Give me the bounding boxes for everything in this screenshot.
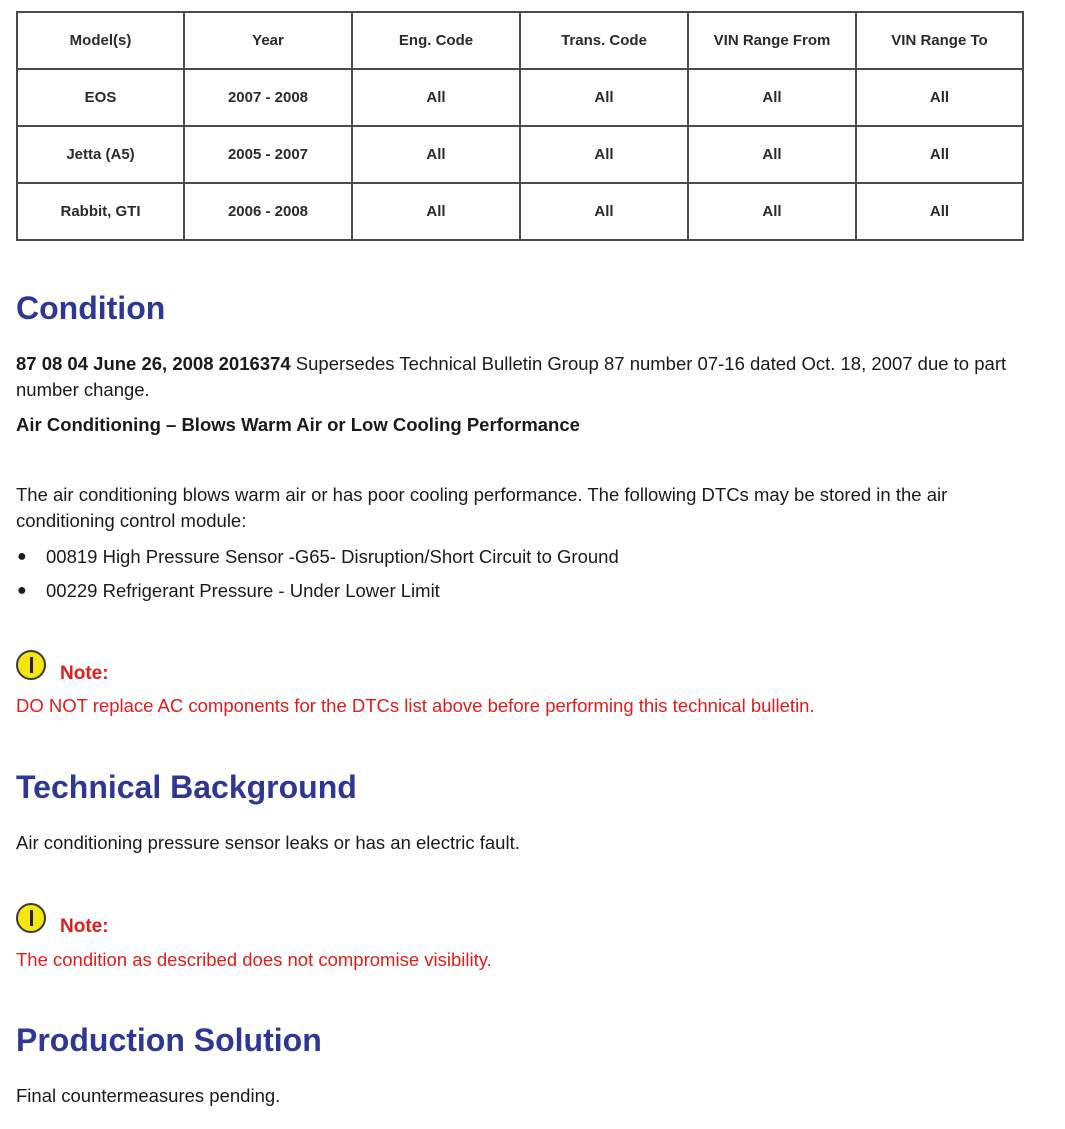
- cell-vin-from: All: [688, 183, 856, 240]
- cell-vin-from: All: [688, 126, 856, 183]
- bulletin-info: [16, 351, 1046, 403]
- dtc-text: 00819 High Pressure Sensor -G65- Disruption/Short Circuit to Ground: [46, 546, 619, 567]
- table-header-row: [17, 12, 1023, 69]
- warning-exclamation-icon: [16, 650, 46, 680]
- list-item: [16, 540, 619, 574]
- warning-exclamation-icon: [16, 903, 46, 933]
- condition-heading: Condition: [16, 290, 166, 326]
- cell-trans-code: All: [520, 126, 688, 183]
- cell-vin-from: All: [688, 69, 856, 126]
- col-header-models: Model(s): [17, 12, 184, 69]
- dtc-text: 00229 Refrigerant Pressure - Under Lower Limit: [46, 580, 440, 601]
- production-solution-heading: Production Solution: [16, 1022, 322, 1058]
- col-header-vin-to: VIN Range To: [856, 12, 1023, 69]
- applicability-table: [16, 11, 1024, 241]
- cell-year: 2006 - 2008: [184, 183, 352, 240]
- cell-model: Rabbit, GTI: [17, 183, 184, 240]
- cell-vin-to: All: [856, 126, 1023, 183]
- note-text: The condition as described does not compromise visibility.: [16, 949, 492, 970]
- note-label: Note:: [60, 663, 109, 684]
- cell-trans-code: All: [520, 183, 688, 240]
- note-label: Note:: [60, 916, 109, 937]
- production-solution-text: Final countermeasures pending.: [16, 1085, 281, 1106]
- table-row: [17, 126, 1023, 183]
- note-text: DO NOT replace AC components for the DTCs list above before performing this technical bulletin.: [16, 695, 815, 716]
- note-header: [16, 899, 109, 937]
- supersedes-text: Supersedes Technical Bulletin Group 87 number 07-16 dated Oct. 18, 2007 due to part number change.: [16, 353, 1007, 400]
- bulletin-id: 87 08 04 June 26, 2008 2016374: [16, 353, 291, 374]
- condition-description: The air conditioning blows warm air or has poor cooling performance. The following DTCs may be stored in the air conditioning control module:: [16, 484, 948, 531]
- bullet-icon: ●: [17, 548, 27, 565]
- cell-year: 2005 - 2007: [184, 126, 352, 183]
- bullet-icon: ●: [17, 582, 27, 599]
- cell-eng-code: All: [352, 126, 520, 183]
- cell-eng-code: All: [352, 183, 520, 240]
- col-header-trans-code: Trans. Code: [520, 12, 688, 69]
- technical-background-heading: Technical Background: [16, 769, 357, 805]
- cell-model: Jetta (A5): [17, 126, 184, 183]
- table-row: [17, 183, 1023, 240]
- cell-eng-code: All: [352, 69, 520, 126]
- bulletin-subject: Air Conditioning – Blows Warm Air or Low Cooling Performance: [16, 414, 580, 435]
- technical-background-text: Air conditioning pressure sensor leaks or has an electric fault.: [16, 832, 520, 853]
- note-header: [16, 646, 109, 684]
- cell-trans-code: All: [520, 69, 688, 126]
- col-header-year: Year: [184, 12, 352, 69]
- col-header-vin-from: VIN Range From: [688, 12, 856, 69]
- cell-vin-to: All: [856, 69, 1023, 126]
- dtc-list: [16, 540, 619, 608]
- cell-vin-to: All: [856, 183, 1023, 240]
- cell-year: 2007 - 2008: [184, 69, 352, 126]
- cell-model: EOS: [17, 69, 184, 126]
- table-row: [17, 69, 1023, 126]
- col-header-eng-code: Eng. Code: [352, 12, 520, 69]
- list-item: [16, 574, 619, 608]
